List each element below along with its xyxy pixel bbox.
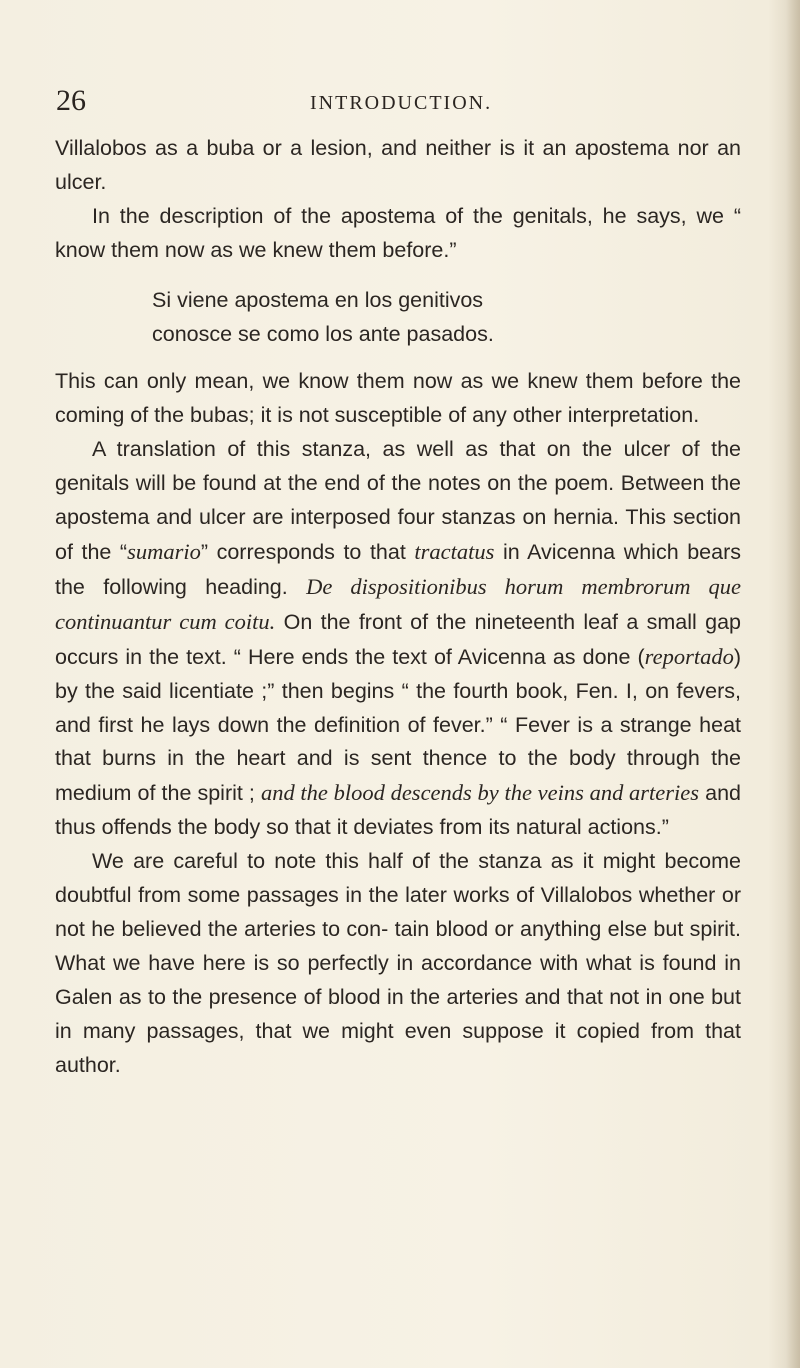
p4-text-k: and thus offends the body so that it deviates from its natural actions.” xyxy=(55,781,741,840)
p4-italic-blood: and the blood descends by the veins and arteries xyxy=(260,780,700,806)
p4-italic-heading: De dispositionibus horum membrorum que continuantur cum coitu. xyxy=(55,573,741,634)
page-number: 26 xyxy=(56,84,86,117)
page-edge-shadow xyxy=(786,0,800,1368)
p4-italic-tractatus: tractatus xyxy=(414,538,495,564)
paragraph-5: We are careful to note this half of the stanza as it might become doubtful from some passages in the later works of Villalobos whether or not he believed the arteries to con- tain blood or anything else but spirit. What we have here is so perfectly in accordance with what is found in Galen as to the presence of blood in the arteries and that not in one but in many passages, that we might even suppose it copied from that author. xyxy=(55,849,741,1077)
body-text xyxy=(55,132,741,1082)
paragraph-4 xyxy=(55,433,741,845)
verse-line-1: Si viene apostema en los genitivos xyxy=(152,287,484,312)
verse-line-2: conosce se como los ante pasados. xyxy=(152,321,494,346)
p4-italic-reportado: reportado xyxy=(644,643,734,669)
p4-text-e: in Avicenna which bears the following heading. xyxy=(55,539,741,599)
p4-text-c: ” corresponds to that xyxy=(200,539,406,564)
page-header xyxy=(0,84,800,124)
p4-text-i: ) by the said licentiate ;” then begins “ the fourth book, Fen. I, on fevers, and first he lays down the definition of fever.” “ Fever is a strange heat that burns in the heart and is sent thence to the body through the medium of the spirit ; xyxy=(55,644,741,806)
paragraph-2: In the description of the apostema of the genitals, he says, we “ know them now as we knew them before.” xyxy=(55,203,741,262)
p4-text-a: A translation of this stanza, as well as that on the ulcer of the genitals will be found at the end of the notes on the poem. Between the apostema and ulcer are interposed four stanzas on hernia. This section of the “ xyxy=(55,437,741,564)
p4-italic-sumario: sumario xyxy=(127,538,201,564)
p4-text-g: On the front of the nineteenth leaf a small gap occurs in the text. “ Here ends the text of Avicenna as done ( xyxy=(55,609,741,669)
running-head: INTRODUCTION. xyxy=(310,92,493,114)
verse-quote xyxy=(152,284,741,352)
paragraph-1: Villalobos as a buba or a lesion, and neither is it an apostema nor an ulcer. xyxy=(55,136,741,194)
paragraph-3: This can only mean, we know them now as we knew them before the coming of the bubas; it is not susceptible of any other interpretation. xyxy=(55,369,741,428)
